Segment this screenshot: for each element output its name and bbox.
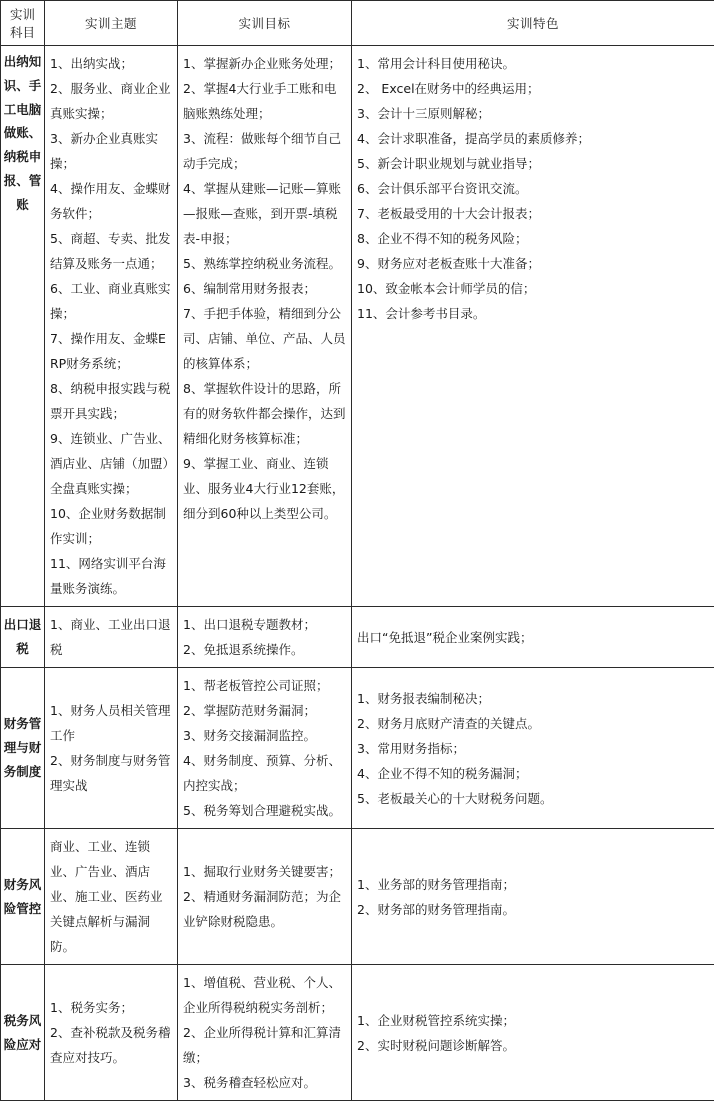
cell-line: 3、财务交接漏洞监控。 xyxy=(183,723,347,748)
cell-line: 3、会计十三原则解秘； xyxy=(357,101,710,126)
topic-cell xyxy=(45,607,178,668)
topic-cell xyxy=(45,965,178,1101)
cell-line: 2、企业所得税计算和汇算清缴； xyxy=(183,1020,347,1070)
feature-cell xyxy=(352,668,714,829)
table-header xyxy=(1,1,714,46)
cell-line: 8、掌握软件设计的思路，所有的财务软件都会操作，达到精细化财务核算标准； xyxy=(183,376,347,451)
cell-line: 3、新办企业真账实操； xyxy=(50,126,173,176)
cell-line: 2、掌握防范财务漏洞； xyxy=(183,698,347,723)
cell-line: 11、网络实训平台海量账务演练。 xyxy=(50,551,173,601)
goal-cell xyxy=(178,829,352,965)
cell-line: 8、企业不得不知的税务风险； xyxy=(357,226,710,251)
cell-line: 6、会计俱乐部平台资讯交流。 xyxy=(357,176,710,201)
cell-line: 10、致金帐本会计师学员的信； xyxy=(357,276,710,301)
cell-line: 5、商超、专卖、批发结算及账务一点通； xyxy=(50,226,173,276)
subject-cell: 出纳知识、手工电脑做账、纳税申报、管账 xyxy=(1,46,45,607)
cell-line: 2、掌握4大行业手工账和电脑账熟练处理； xyxy=(183,76,347,126)
cell-line: 5、新会计职业规划与就业指导； xyxy=(357,151,710,176)
cell-line: 9、连锁业、广告业、酒店业、店铺（加盟）全盘真账实操； xyxy=(50,426,173,501)
cell-line: 3、流程：做账每个细节自己动手完成； xyxy=(183,126,347,176)
goal-cell xyxy=(178,607,352,668)
cell-line: 1、商业、工业出口退税 xyxy=(50,612,173,662)
table-row xyxy=(1,965,714,1101)
subject-cell: 财务管理与财务制度 xyxy=(1,668,45,829)
subject-cell: 财务风险管控 xyxy=(1,829,45,965)
cell-line: 1、常用会计科目使用秘诀。 xyxy=(357,51,710,76)
cell-line: 8、纳税申报实践与税票开具实践； xyxy=(50,376,173,426)
topic-cell xyxy=(45,829,178,965)
subject-cell: 出口退税 xyxy=(1,607,45,668)
cell-line: 7、手把手体验，精细到分公司、店铺、单位、产品、人员的核算体系； xyxy=(183,301,347,376)
cell-line: 2、查补税款及税务稽查应对技巧。 xyxy=(50,1020,173,1070)
column-header-subject: 实训科目 xyxy=(1,1,45,46)
cell-line: 9、财务应对老板查账十大准备； xyxy=(357,251,710,276)
cell-line: 1、企业财税管控系统实操； xyxy=(357,1008,710,1033)
cell-line: 7、老板最受用的十大会计报表； xyxy=(357,201,710,226)
cell-line: 1、增值税、营业税、个人、企业所得税纳税实务剖析； xyxy=(183,970,347,1020)
cell-line: 商业、工业、连锁业、广告业、酒店业、施工业、医药业关键点解析与漏洞防。 xyxy=(50,834,173,959)
cell-line: 2、服务业、商业企业真账实操； xyxy=(50,76,173,126)
table-row xyxy=(1,829,714,965)
cell-line: 3、常用财务指标； xyxy=(357,736,710,761)
cell-line: 1、帮老板管控公司证照； xyxy=(183,673,347,698)
cell-line: 6、编制常用财务报表； xyxy=(183,276,347,301)
subject-cell: 税务风险应对 xyxy=(1,965,45,1101)
cell-line: 1、掌握新办企业账务处理； xyxy=(183,51,347,76)
table-row xyxy=(1,607,714,668)
cell-line: 2、财务月底财产清查的关键点。 xyxy=(357,711,710,736)
cell-line: 1、掘取行业财务关键要害； xyxy=(183,859,347,884)
table-body xyxy=(1,46,714,1101)
topic-cell xyxy=(45,668,178,829)
cell-line: 出口“免抵退”税企业案例实践； xyxy=(357,625,710,650)
cell-line: 2、财务制度与财务管理实战 xyxy=(50,748,173,798)
cell-line: 4、会计求职准备，提高学员的素质修养； xyxy=(357,126,710,151)
cell-line: 6、工业、商业真账实操； xyxy=(50,276,173,326)
cell-line: 1、出口退税专题教材； xyxy=(183,612,347,637)
cell-line: 4、财务制度、预算、分析、内控实战； xyxy=(183,748,347,798)
feature-cell xyxy=(352,607,714,668)
cell-line: 2、 Excel在财务中的经典运用； xyxy=(357,76,710,101)
cell-line: 2、免抵退系统操作。 xyxy=(183,637,347,662)
feature-cell xyxy=(352,965,714,1101)
topic-cell xyxy=(45,46,178,607)
cell-line: 9、掌握工业、商业、连锁业、服务业4大行业12套账，细分到60种以上类型公司。 xyxy=(183,451,347,526)
cell-line: 4、掌握从建账—记账—算账—报账—查账，到开票-填税表-申报； xyxy=(183,176,347,251)
column-header-feature: 实训特色 xyxy=(352,1,714,46)
cell-line: 1、财务人员相关管理工作 xyxy=(50,698,173,748)
cell-line: 1、业务部的财务管理指南； xyxy=(357,872,710,897)
goal-cell xyxy=(178,965,352,1101)
cell-line: 7、操作用友、金蝶ERP财务系统； xyxy=(50,326,173,376)
cell-line: 2、财务部的财务管理指南。 xyxy=(357,897,710,922)
cell-line: 10、企业财务数据制作实训； xyxy=(50,501,173,551)
column-header-goal: 实训目标 xyxy=(178,1,352,46)
cell-line: 3、税务稽查轻松应对。 xyxy=(183,1070,347,1095)
cell-line: 11、会计参考书目录。 xyxy=(357,301,710,326)
cell-line: 5、熟练掌控纳税业务流程。 xyxy=(183,251,347,276)
goal-cell xyxy=(178,668,352,829)
goal-cell xyxy=(178,46,352,607)
column-header-topic: 实训主题 xyxy=(45,1,178,46)
cell-line: 1、财务报表编制秘决； xyxy=(357,686,710,711)
cell-line: 2、精通财务漏洞防范；为企业铲除财税隐患。 xyxy=(183,884,347,934)
table-row xyxy=(1,668,714,829)
cell-line: 1、税务实务； xyxy=(50,995,173,1020)
feature-cell xyxy=(352,829,714,965)
feature-cell xyxy=(352,46,714,607)
cell-line: 4、操作用友、金蝶财务软件； xyxy=(50,176,173,226)
table-row xyxy=(1,46,714,607)
cell-line: 2、实时财税问题诊断解答。 xyxy=(357,1033,710,1058)
cell-line: 1、出纳实战； xyxy=(50,51,173,76)
cell-line: 5、老板最关心的十大财税务问题。 xyxy=(357,786,710,811)
cell-line: 4、企业不得不知的税务漏洞； xyxy=(357,761,710,786)
cell-line: 5、税务筹划合理避税实战。 xyxy=(183,798,347,823)
header-row xyxy=(1,1,714,46)
